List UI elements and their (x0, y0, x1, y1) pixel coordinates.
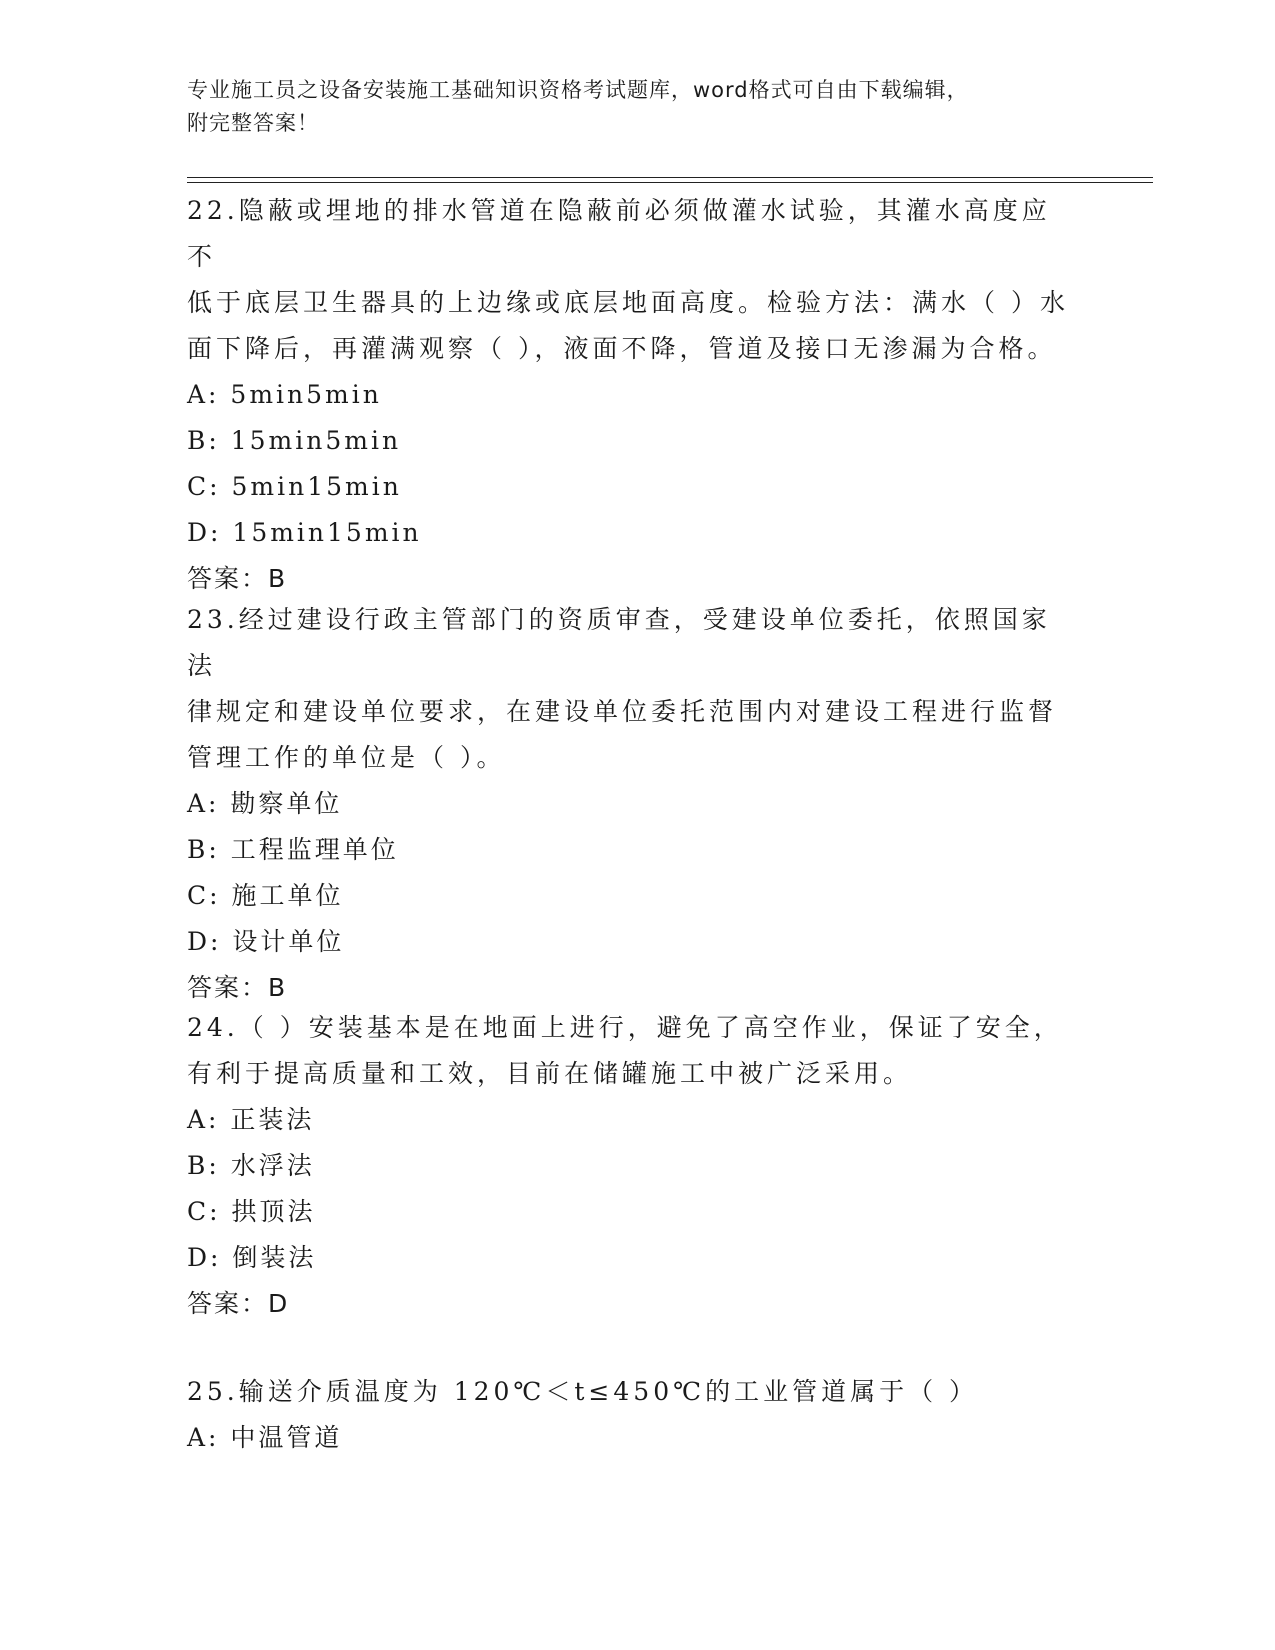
option-c: C: 施工单位 (187, 881, 344, 910)
header-divider-top (187, 177, 1153, 178)
answer: 答案：B (187, 973, 288, 1002)
stem-line: 有利于提高质量和工效，目前在储罐施工中被广泛采用。 (187, 1059, 913, 1088)
question-stem (187, 1369, 1077, 1415)
stem-line: 管理工作的单位是（ ）。 (187, 743, 506, 772)
question-25 (187, 1369, 1077, 1461)
option-a: A: 勘察单位 (187, 789, 343, 818)
option-c: C: 5min15min (187, 472, 402, 501)
header-divider-bottom (187, 182, 1153, 183)
answer: 答案：B (187, 564, 288, 593)
header-line: 专业施工员之设备安装施工基础知识资格考试题库，word格式可自由下载编辑， (187, 78, 969, 102)
question-22 (187, 188, 1077, 602)
stem-line: 25.输送介质温度为 120℃＜t≤450℃的工业管道属于（ ） (187, 1377, 979, 1406)
stem-line: 面下降后，再灌满观察（ ），液面不降，管道及接口无渗漏为合格。 (187, 334, 1057, 363)
option-b: B: 工程监理单位 (187, 835, 399, 864)
header-line: 附完整答案！ (187, 111, 319, 135)
question-stem (187, 188, 1077, 372)
answer: 答案：D (187, 1289, 290, 1318)
option-a: A: 5min5min (187, 380, 382, 409)
option-b: B: 水浮法 (187, 1151, 315, 1180)
option-a: A: 正装法 (187, 1105, 315, 1134)
option-c: C: 拱顶法 (187, 1197, 316, 1226)
stem-line: 低于底层卫生器具的上边缘或底层地面高度。检验方法：满水（ ）水 (187, 288, 1069, 317)
stem-line: 22.隐蔽或埋地的排水管道在隐蔽前必须做灌水试验，其灌水高度应不 (187, 196, 1051, 271)
document-header (187, 74, 1067, 140)
option-d: D: 倒装法 (187, 1243, 317, 1272)
stem-line: 23.经过建设行政主管部门的资质审查，受建设单位委托，依照国家法 (187, 605, 1051, 680)
question-stem (187, 597, 1077, 781)
stem-line: 24.（ ）安装基本是在地面上进行，避免了高空作业，保证了安全， (187, 1013, 1063, 1042)
question-23 (187, 597, 1077, 1011)
question-24 (187, 1005, 1077, 1327)
option-d: D: 设计单位 (187, 927, 345, 956)
question-stem (187, 1005, 1077, 1097)
option-a: A: 中温管道 (187, 1423, 343, 1452)
option-b: B: 15min5min (187, 426, 402, 455)
stem-line: 律规定和建设单位要求，在建设单位委托范围内对建设工程进行监督 (187, 697, 1058, 726)
option-d: D: 15min15min (187, 518, 422, 547)
